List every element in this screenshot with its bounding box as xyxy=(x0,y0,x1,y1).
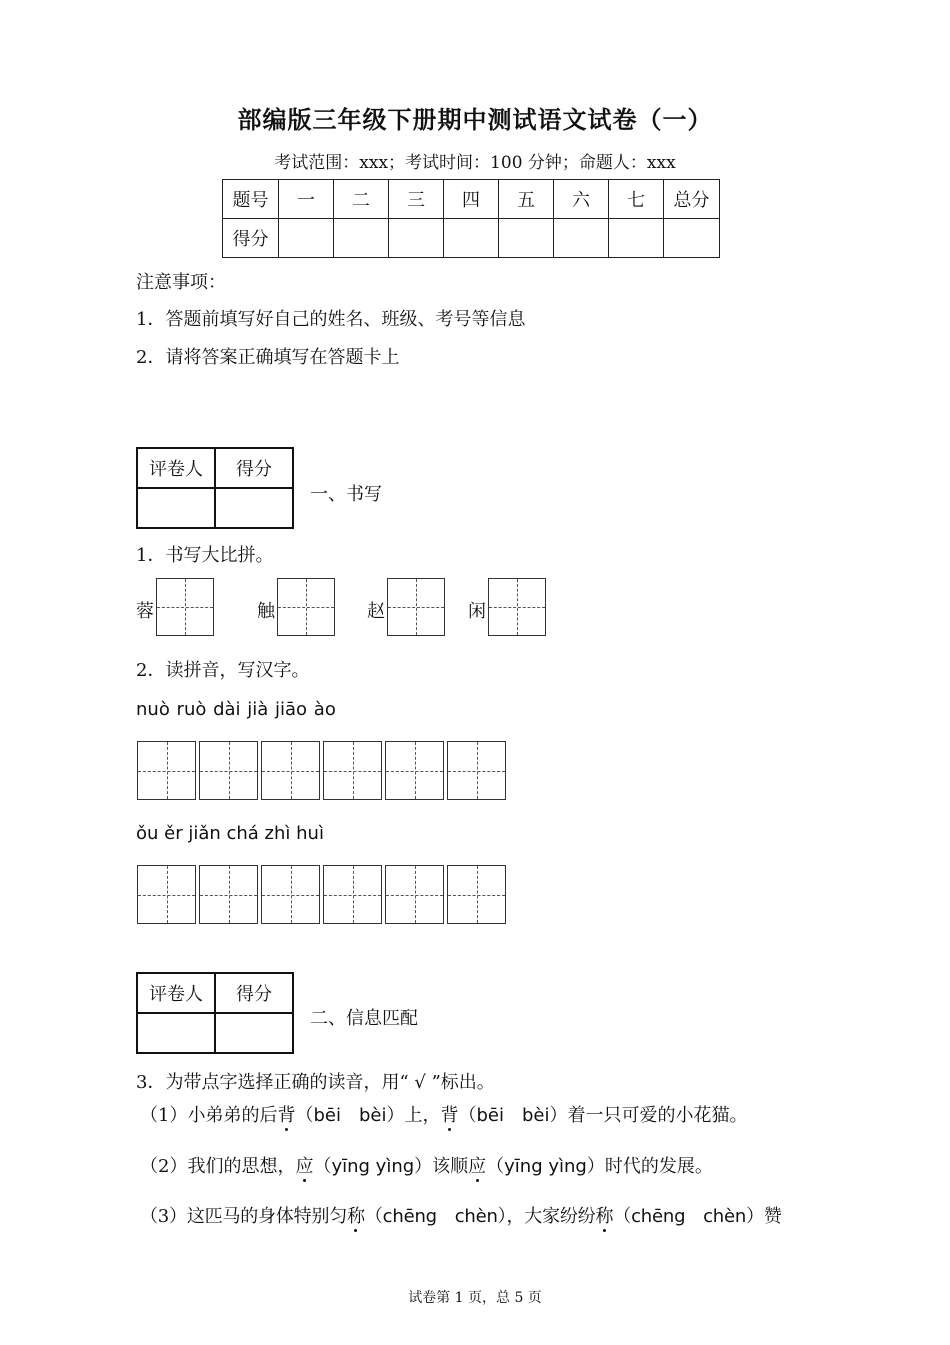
score-input-cell[interactable] xyxy=(389,219,444,258)
grader-score-input[interactable] xyxy=(215,488,293,528)
writing-grid-cell[interactable] xyxy=(137,865,196,924)
notes-heading: 注意事项： xyxy=(136,272,226,293)
writing-grid-row xyxy=(137,741,509,800)
dotted-char: 背 xyxy=(440,1101,458,1127)
score-header-cell: 三 xyxy=(389,180,444,219)
pinyin-options[interactable]: （chēng chèn） xyxy=(613,1206,764,1227)
score-input-cell[interactable] xyxy=(334,219,389,258)
score-input-cell[interactable] xyxy=(664,219,720,258)
grader-box xyxy=(136,447,294,529)
score-header-cell: 五 xyxy=(499,180,554,219)
item-text: 赞 xyxy=(763,1206,782,1227)
grader-input[interactable] xyxy=(137,1013,215,1053)
question-1: 1．书写大比拼。 xyxy=(136,545,274,566)
question-2: 2．读拼音，写汉字。 xyxy=(136,660,310,681)
page-title: 部编版三年级下册期中测试语文试卷（一） xyxy=(237,105,713,134)
score-header-cell: 二 xyxy=(334,180,389,219)
score-input-cell[interactable] xyxy=(279,219,334,258)
dotted-char: 背 xyxy=(277,1101,295,1127)
grader-score-input[interactable] xyxy=(215,1013,293,1053)
dotted-char: 称 xyxy=(595,1202,613,1228)
score-header-cell: 四 xyxy=(444,180,499,219)
item-text: （1）小弟弟的后 xyxy=(140,1105,278,1126)
writing-grid-cell[interactable] xyxy=(137,741,196,800)
note-item: 2．请将答案正确填写在答题卡上 xyxy=(136,347,400,368)
dotted-char: 称 xyxy=(347,1202,365,1228)
writing-grid-cell[interactable] xyxy=(199,741,258,800)
score-header-cell: 七 xyxy=(609,180,664,219)
score-table-header-row xyxy=(223,180,720,219)
pinyin-options[interactable]: （yīng yìng） xyxy=(313,1156,433,1177)
note-item: 1．答题前填写好自己的姓名、班级、考号等信息 xyxy=(136,309,526,330)
question-item xyxy=(140,1101,747,1127)
writing-grid[interactable] xyxy=(488,578,546,636)
item-text: 该顺 xyxy=(432,1156,469,1177)
pinyin-options[interactable]: （bēi bèi） xyxy=(295,1105,405,1126)
pinyin-options[interactable]: （yīng yìng） xyxy=(486,1156,605,1177)
score-input-cell[interactable] xyxy=(444,219,499,258)
pinyin-row: nuò ruò dài jià jiāo ào xyxy=(136,699,336,720)
writing-char: 赵 xyxy=(367,601,385,622)
writing-grid-cell[interactable] xyxy=(385,865,444,924)
writing-grid-cell[interactable] xyxy=(447,741,506,800)
section-heading: 二、信息匹配 xyxy=(310,1008,418,1029)
grader-score-label: 得分 xyxy=(215,973,293,1013)
grader-label: 评卷人 xyxy=(137,448,215,488)
item-text: ，大家纷纷 xyxy=(506,1206,596,1227)
writing-char: 闲 xyxy=(468,601,486,622)
writing-grid[interactable] xyxy=(387,578,445,636)
page-footer: 试卷第 1 页，总 5 页 xyxy=(408,1290,542,1306)
score-input-cell[interactable] xyxy=(609,219,664,258)
grader-label: 评卷人 xyxy=(137,973,215,1013)
item-text: 上， xyxy=(404,1105,441,1126)
score-input-cell[interactable] xyxy=(554,219,609,258)
score-row-label: 得分 xyxy=(223,219,279,258)
score-table-score-row xyxy=(223,219,720,258)
dotted-char: 应 xyxy=(468,1152,486,1178)
question-item xyxy=(140,1202,782,1228)
grader-box xyxy=(136,972,294,1054)
grader-input[interactable] xyxy=(137,488,215,528)
score-header-cell: 题号 xyxy=(223,180,279,219)
writing-grid-cell[interactable] xyxy=(323,741,382,800)
item-text: （2）我们的思想， xyxy=(140,1156,296,1177)
grader-score-label: 得分 xyxy=(215,448,293,488)
writing-grid-cell[interactable] xyxy=(261,865,320,924)
question-3: 3．为带点字选择正确的读音，用“ √ ”标出。 xyxy=(136,1072,495,1093)
writing-char: 蓉 xyxy=(136,601,154,622)
item-text: （3）这匹马的身体特别匀 xyxy=(140,1206,348,1227)
writing-grid-row xyxy=(137,865,509,924)
score-table xyxy=(222,179,720,258)
writing-grid-cell[interactable] xyxy=(261,741,320,800)
pinyin-options[interactable]: （chēng chèn） xyxy=(364,1206,507,1227)
score-input-cell[interactable] xyxy=(499,219,554,258)
pinyin-options[interactable]: （bēi bèi） xyxy=(458,1105,568,1126)
writing-grid-cell[interactable] xyxy=(385,741,444,800)
score-header-cell: 六 xyxy=(554,180,609,219)
writing-grid[interactable] xyxy=(156,578,214,636)
question-item xyxy=(140,1152,713,1178)
item-text: 着一只可爱的小花猫。 xyxy=(567,1105,748,1126)
pinyin-row: ǒu ěr jiǎn chá zhì huì xyxy=(136,823,324,844)
writing-grid[interactable] xyxy=(277,578,335,636)
section-heading: 一、书写 xyxy=(310,484,382,505)
score-header-cell: 一 xyxy=(279,180,334,219)
writing-grid-cell[interactable] xyxy=(447,865,506,924)
dotted-char: 应 xyxy=(295,1152,313,1178)
writing-char: 触 xyxy=(257,601,275,622)
writing-grid-cell[interactable] xyxy=(199,865,258,924)
exam-info: 考试范围：xxx；考试时间：100 分钟；命题人：xxx xyxy=(274,153,676,173)
item-text: 时代的发展。 xyxy=(604,1156,713,1177)
writing-grid-cell[interactable] xyxy=(323,865,382,924)
score-header-cell: 总分 xyxy=(664,180,720,219)
